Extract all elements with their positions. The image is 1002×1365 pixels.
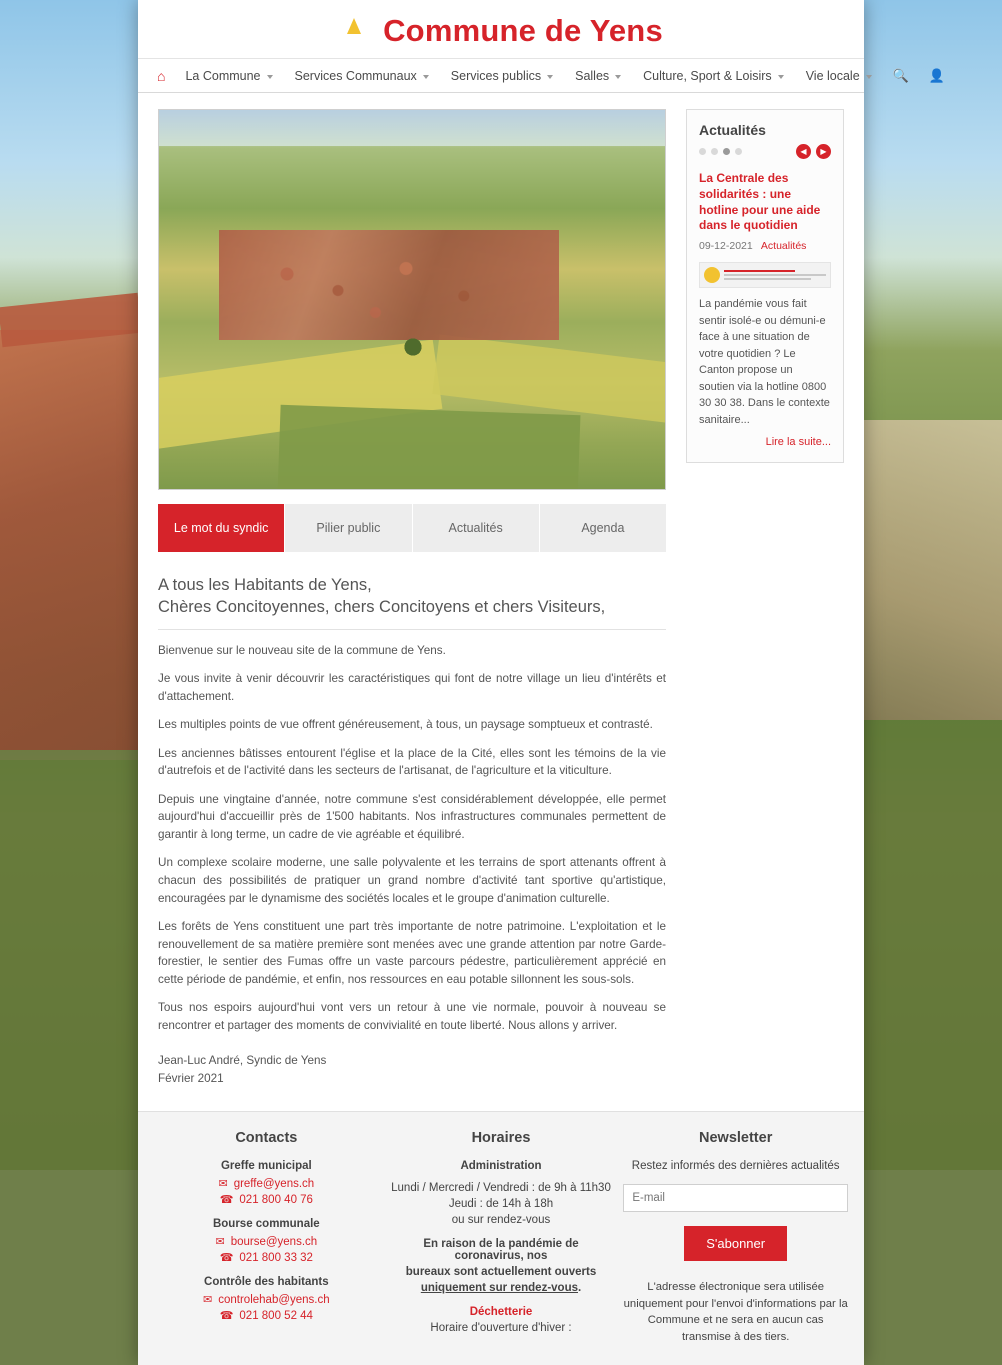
- bg-vineyard-left: [0, 760, 140, 1170]
- nav-label: Culture, Sport & Loisirs: [643, 68, 772, 83]
- chevron-down-icon: [778, 75, 784, 79]
- news-item-meta: [687, 234, 843, 252]
- signature: [158, 1052, 666, 1087]
- bourse-phone: 021 800 33 32: [239, 1251, 313, 1264]
- news-panel: [686, 109, 844, 463]
- news-item-excerpt: La pandémie vous fait sentir isolé-e ou démuni-e face à une situation de votre quotidien ? Le Canton propose un soutien via la hotline 0800 30 30 38. Dans le contexte sanitaire...: [699, 298, 830, 426]
- footer-newsletter-title: Newsletter: [699, 1130, 773, 1147]
- content-tabs: [158, 504, 666, 552]
- chevron-down-icon: [547, 75, 553, 79]
- nav-item-culture-sport-loisirs[interactable]: [632, 61, 795, 91]
- chevron-left-icon[interactable]: ◀: [796, 144, 811, 159]
- newsletter-subscribe-button[interactable]: S'abonner: [684, 1226, 787, 1261]
- hero-sky: [159, 110, 665, 146]
- bg-roof-shape: [0, 293, 142, 347]
- nav-item-vie-locale[interactable]: [795, 61, 883, 91]
- site-header: [138, 0, 864, 58]
- hero-image: [158, 109, 666, 490]
- greffe-phone: 021 800 40 76: [239, 1193, 313, 1206]
- footer-contacts: [154, 1130, 379, 1345]
- mail-icon: [203, 1293, 212, 1306]
- newsletter-email-input[interactable]: [623, 1184, 848, 1212]
- bg-vineyard-right: [862, 720, 1002, 1170]
- tab-agenda[interactable]: Agenda: [540, 504, 666, 552]
- news-carousel-controls: [687, 144, 843, 165]
- site-footer: [138, 1111, 864, 1365]
- carousel-dot-3[interactable]: [723, 148, 730, 155]
- nav-item-la-commune[interactable]: [174, 61, 283, 91]
- tab-pilier-public[interactable]: Pilier public: [285, 504, 412, 552]
- controle-email-row[interactable]: [154, 1293, 379, 1306]
- nav-label: Services publics: [450, 68, 542, 83]
- bourse-email[interactable]: bourse@yens.ch: [230, 1235, 318, 1248]
- left-column: [158, 109, 666, 1087]
- footer-contacts-title: Contacts: [235, 1130, 298, 1147]
- paragraph: Je vous invite à venir découvrir les caractéristiques qui font de notre village un lieu d'intérêts et d'attachement.: [158, 672, 666, 703]
- paragraph: Les anciennes bâtisses entourent l'église et la place de la Cité, elles sont les témoins de la vie d'autrefois et de l'activité dans les secteurs de l'artisanat, de l'agriculture et la viticulture.: [158, 746, 666, 778]
- main-content: [138, 93, 864, 1087]
- paragraph: Les multiples points de vue offrent généreusement, à tous, un paysage somptueux et contrasté.: [158, 718, 653, 732]
- user-login-icon[interactable]: 👤: [928, 67, 946, 83]
- footer-newsletter: [623, 1130, 848, 1345]
- content-heading-line1: A tous les Habitants de Yens,: [158, 576, 372, 594]
- phone-icon: [220, 1309, 234, 1322]
- page-title: Commune de Yens: [383, 13, 663, 48]
- site-page: [138, 0, 946, 1365]
- paragraph: Bienvenue sur le nouveau site de la commune de Yens.: [158, 643, 446, 657]
- read-more-link[interactable]: Lire la suite...: [765, 436, 831, 449]
- content-heading-line2: Chères Concitoyennes, chers Concitoyens et chers Visiteurs,: [158, 598, 606, 617]
- thumbnail-badge-icon: [704, 267, 720, 283]
- news-panel-title: Actualités: [699, 122, 766, 138]
- bourse-label: Bourse communale: [212, 1218, 320, 1231]
- signature-name: Jean-Luc André, Syndic de Yens: [158, 1054, 327, 1068]
- divider: [158, 629, 666, 630]
- admin-label: Administration: [460, 1160, 542, 1173]
- controle-phone: 021 800 52 44: [239, 1309, 313, 1322]
- paragraph: Depuis une vingtaine d'année, notre commune s'est considérablement développée, elle permet aujourd'hui d'accueillir près de 1'500 habitants. Nos infrastructures communales permettent de garantir à long terme, un cadre de vie agréable et équilibré.: [158, 792, 666, 841]
- horaires-line-1: Lundi / Mercredi / Vendredi : de 9h à 11h30: [391, 1182, 611, 1195]
- paragraph: Les forêts de Yens constituent une part très importante de notre patrimoine. L'exploitation et le renouvellement de sa matière première sont menées avec une grande attention par notre Garde-forestier, le sentier des Fumas offre un vaste parcours pédestre, particulièrement apprécié en cette période de pandémie, et enfin, nos ressources en eau potable sillonnent les sous-sols.: [158, 920, 666, 986]
- nav-label: La Commune: [185, 68, 261, 83]
- tab-le-mot-du-syndic[interactable]: Le mot du syndic: [158, 504, 285, 552]
- chevron-down-icon: [615, 75, 621, 79]
- mail-icon: [215, 1235, 224, 1248]
- notice-line-2: bureaux sont actuellement ouverts: [405, 1266, 597, 1279]
- nav-label: Salles: [575, 68, 610, 83]
- dechetterie-line: Horaire d'ouverture d'hiver :: [430, 1322, 572, 1335]
- horaires-line-3: ou sur rendez-vous: [451, 1214, 551, 1227]
- right-column: [686, 109, 844, 1087]
- news-item-more: [687, 428, 843, 462]
- home-icon[interactable]: ⌂: [157, 67, 166, 84]
- phone-icon: [220, 1193, 234, 1206]
- chevron-down-icon: [267, 75, 273, 79]
- dechetterie-label[interactable]: Déchetterie: [469, 1306, 533, 1319]
- carousel-dot-4[interactable]: [735, 148, 742, 155]
- controle-phone-row[interactable]: [154, 1309, 379, 1322]
- controle-email[interactable]: controlehab@yens.ch: [218, 1293, 330, 1306]
- nav-item-salles[interactable]: [564, 61, 632, 91]
- footer-horaires-title: Horaires: [471, 1130, 531, 1147]
- nav-label: Services Communaux: [294, 68, 417, 83]
- notice-line-3: [389, 1282, 614, 1294]
- notice-line-1: En raison de la pandémie de coronavirus, nos: [423, 1238, 579, 1263]
- nav-item-services-communaux[interactable]: [284, 61, 440, 91]
- signature-date: Février 2021: [158, 1071, 224, 1085]
- content-heading: [158, 574, 666, 619]
- hero-field-green: [278, 405, 581, 490]
- news-item-date: 09-12-2021: [699, 240, 753, 253]
- bourse-phone-row[interactable]: [154, 1251, 379, 1264]
- hero-tree: [404, 336, 422, 358]
- phone-icon: [220, 1251, 234, 1264]
- bourse-email-row[interactable]: [154, 1235, 379, 1248]
- news-item-title[interactable]: La Centrale des solidarités : une hotline pour une aide dans le quotidien: [699, 171, 821, 233]
- controle-label: Contrôle des habitants: [204, 1276, 329, 1289]
- search-icon[interactable]: 🔍: [892, 67, 909, 83]
- nav-label: Vie locale: [805, 68, 860, 83]
- chevron-right-icon[interactable]: ▶: [816, 144, 831, 159]
- chevron-down-icon: [866, 75, 872, 79]
- footer-horaires: [389, 1130, 614, 1345]
- syndic-message: [158, 552, 666, 1087]
- carousel-dot-2[interactable]: [711, 148, 718, 155]
- newsletter-subtitle: Restez informés des dernières actualités: [631, 1160, 840, 1173]
- greffe-email[interactable]: greffe@yens.ch: [233, 1177, 315, 1190]
- carousel-dot-1[interactable]: [699, 148, 706, 155]
- main-navigation: [138, 58, 946, 93]
- chevron-down-icon: [423, 75, 429, 79]
- paragraph: Tous nos espoirs aujourd'hui vont vers un retour à une vie normale, pouvoir à nouveau se rencontrer et partager des moments de convivialité en toute liberté. Nous allons y arriver.: [158, 1001, 666, 1032]
- greffe-phone-row[interactable]: [154, 1193, 379, 1206]
- paragraph: Un complexe scolaire moderne, une salle polyvalente et les terrains de sport attenants offrent à chacun des possibilités de pratiquer un grand nombre d'activité tant sportive qu'artistique, encouragées par le dynamisme des sociétés locales et le groupe d'animation culturelle.: [158, 856, 666, 905]
- tab-actualites[interactable]: Actualités: [413, 504, 540, 552]
- nav-item-services-publics[interactable]: [440, 61, 564, 91]
- news-item-category[interactable]: Actualités: [760, 240, 807, 253]
- newsletter-note: L'adresse électronique sera utilisée uniquement pour l'envoi d'informations par la Commune et ne sera en aucun cas transmise à des tiers.: [623, 1281, 848, 1343]
- notice-period: .: [578, 1282, 582, 1295]
- hero-village-rooftops: [219, 230, 559, 340]
- greffe-label: Greffe municipal: [220, 1160, 312, 1173]
- horaires-line-2: Jeudi : de 14h à 18h: [448, 1198, 554, 1211]
- shield-crest-icon: [339, 10, 369, 52]
- greffe-email-row[interactable]: [154, 1177, 379, 1190]
- mail-icon: [218, 1177, 227, 1190]
- notice-line-3-text: uniquement sur rendez-vous: [420, 1282, 578, 1295]
- thumbnail-lines: [724, 268, 826, 282]
- news-item-thumbnail[interactable]: [699, 262, 831, 288]
